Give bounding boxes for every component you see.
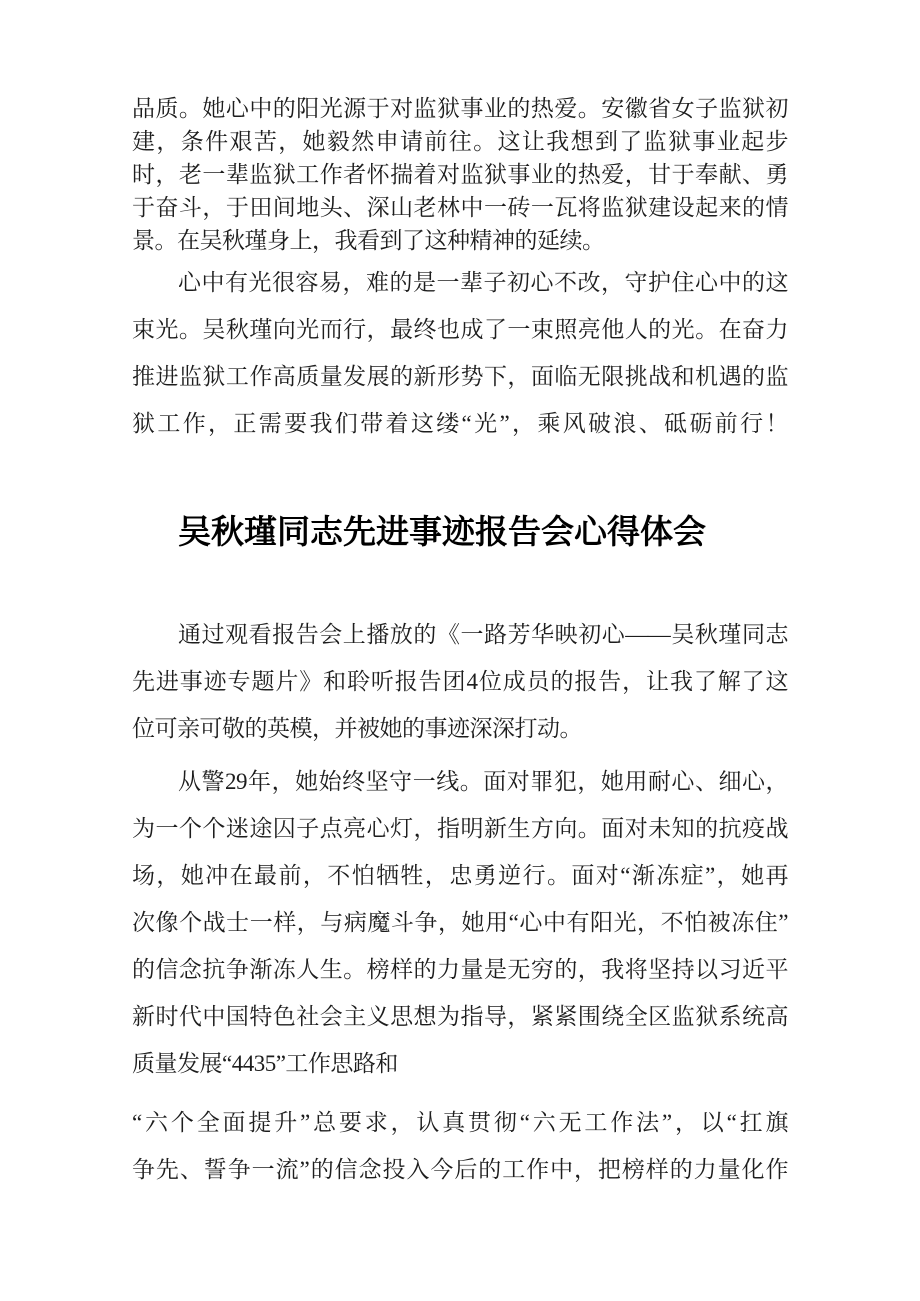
text-line: 次像个战士一样，与病魔斗争，她用“心中有阳光，不怕被冻住”	[132, 910, 788, 935]
text-line: 心中有光很容易，难的是一辈子初心不改，守护住心中的这	[178, 270, 788, 295]
text-line: 位可亲可敬的英模，并被她的事迹深深打动。	[132, 716, 582, 741]
text-line: 质量发展“4435”工作思路和	[132, 1051, 398, 1076]
document-body	[132, 92, 788, 1193]
text-line: 束光。吴秋瑾向光而行，最终也成了一束照亮他人的光。在奋力	[132, 317, 788, 342]
text-line: 品质。她心中的阳光源于对监狱事业的热爱。安徽省女子监狱初	[132, 96, 788, 121]
text-line: 的信念抗争渐冻人生。榜样的力量是无穷的，我将坚持以习近平	[132, 957, 788, 982]
text-line: 先进事迹专题片》和聆听报告团4位成员的报告，让我了解了这	[132, 669, 788, 694]
paragraph-p1	[132, 92, 788, 257]
paragraph-p3	[132, 611, 788, 752]
text-line: 狱工作，正需要我们带着这缕“光”，乘风破浪、砥砺前行！	[132, 411, 788, 436]
text-line: 于奋斗，于田间地头、深山老林中一砖一瓦将监狱建设起来的情	[132, 195, 788, 220]
text-line: 景。在吴秋瑾身上，我看到了这种精神的延续。	[132, 228, 605, 253]
document-title: 吴秋瑾同志先进事迹报告会心得体会	[178, 513, 706, 550]
paragraph-p4	[132, 758, 788, 1087]
text-line: 争先、誓争一流”的信念投入今后的工作中，把榜样的力量化作	[132, 1157, 788, 1182]
text-line: 通过观看报告会上播放的《一路芳华映初心——吴秋瑾同志	[178, 622, 788, 647]
text-line: 新时代中国特色社会主义思想为指导，紧紧围绕全区监狱系统高	[132, 1004, 788, 1029]
paragraph-p2	[132, 259, 788, 447]
text-line: 建，条件艰苦，她毅然申请前往。这让我想到了监狱事业起步	[132, 129, 788, 154]
text-line: 场，她冲在最前，不怕牺牲，忠勇逆行。面对“渐冻症”，她再	[132, 863, 788, 888]
text-line: 推进监狱工作高质量发展的新形势下，面临无限挑战和机遇的监	[132, 364, 788, 389]
text-line: 从警29年，她始终坚守一线。面对罪犯，她用耐心、细心，	[178, 769, 788, 794]
paragraph-p5	[132, 1099, 788, 1193]
text-line: 为一个个迷途囚子点亮心灯，指明新生方向。面对未知的抗疫战	[132, 816, 788, 841]
text-line: 时，老一辈监狱工作者怀揣着对监狱事业的热爱，甘于奉献、勇	[132, 162, 788, 187]
text-line: “六个全面提升”总要求，认真贯彻“六无工作法”，以“扛旗	[132, 1110, 788, 1135]
